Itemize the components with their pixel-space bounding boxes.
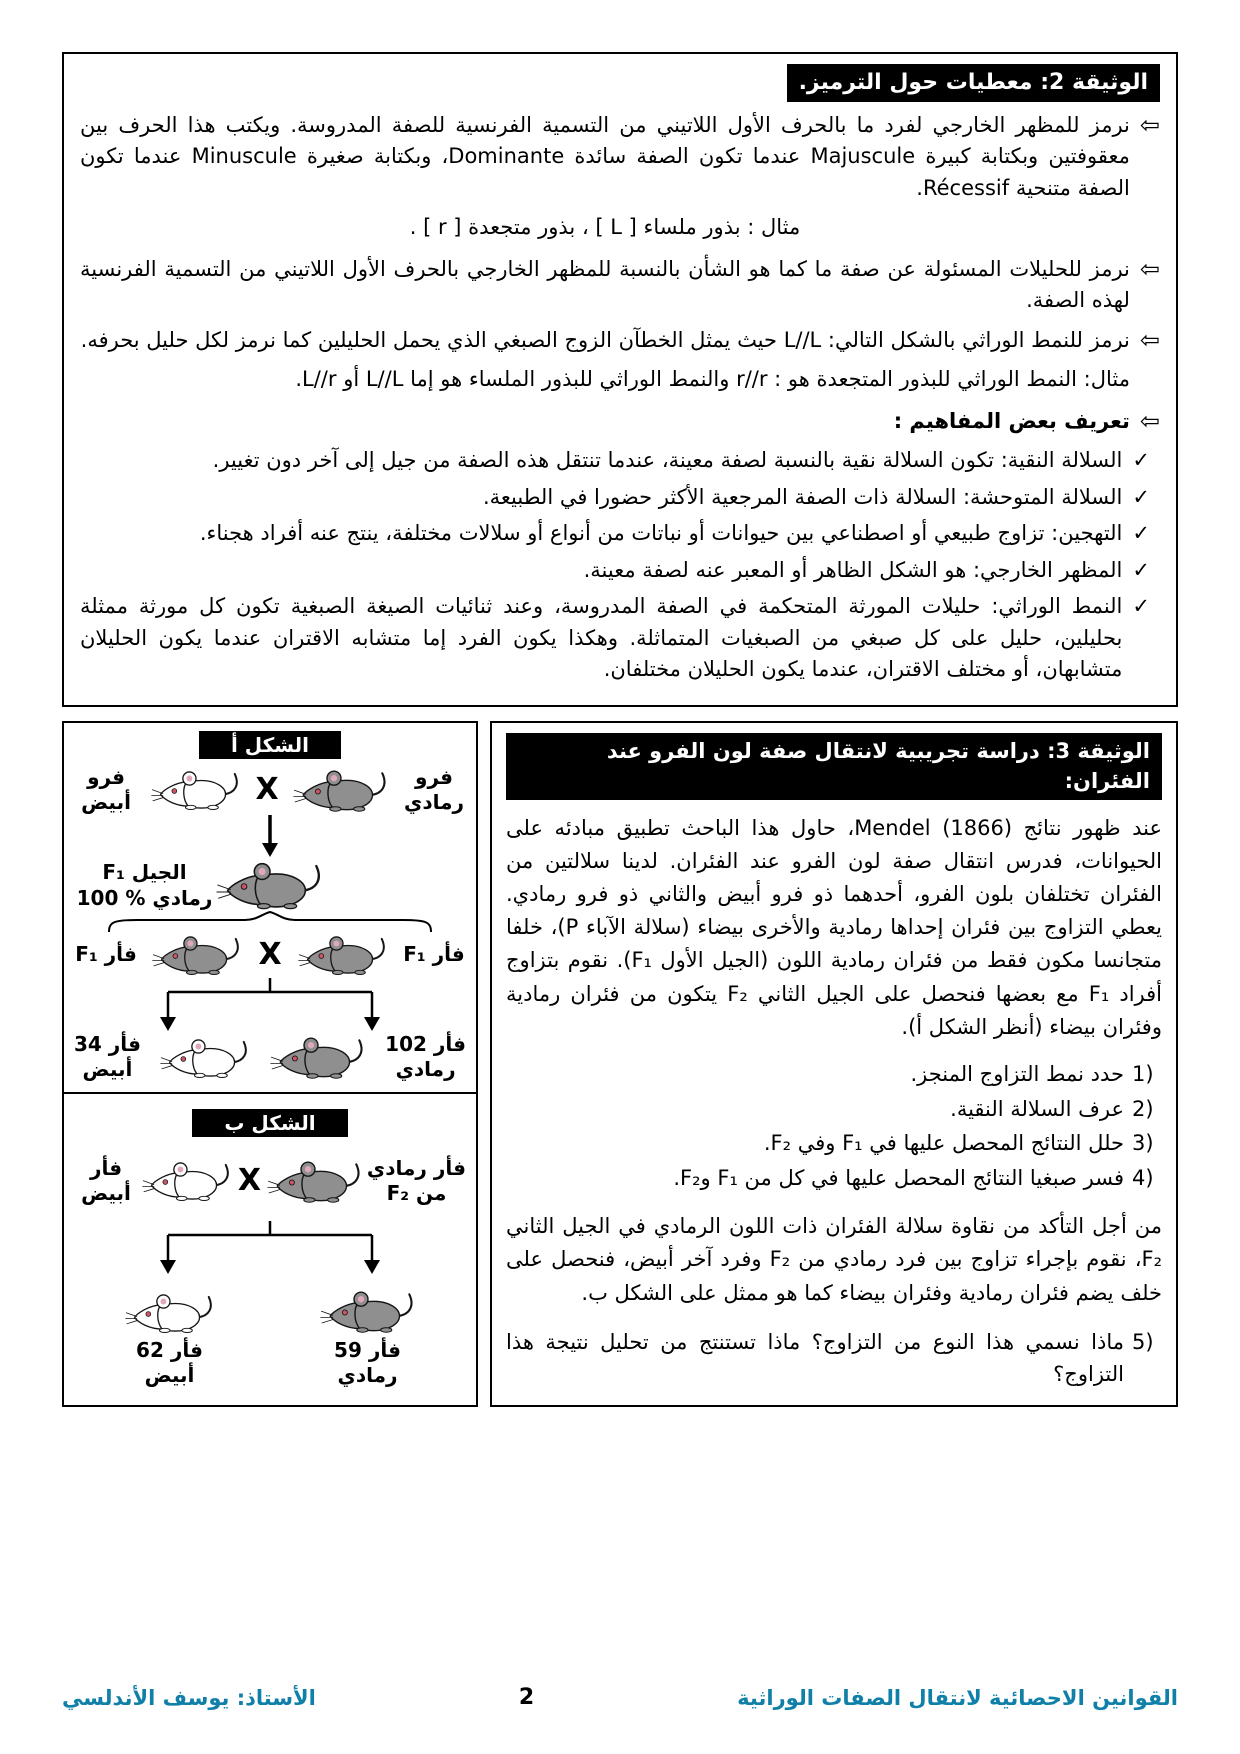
f1-mouse-label: فأر F₁ bbox=[75, 942, 137, 967]
gray-mouse-image bbox=[269, 1034, 367, 1080]
definition-text: المظهر الخارجي: هو الشكل الظاهر أو المعبر عنه لصفة معينة. bbox=[583, 557, 1123, 582]
question-number: 4) bbox=[1132, 1165, 1154, 1190]
white-mouse-image bbox=[141, 1159, 233, 1202]
brace-wrap bbox=[72, 911, 468, 933]
descent-arrows-wrap bbox=[72, 976, 468, 1032]
question-text: فسر صبغيا النتائج المحصل عليها في كل من F₁ وF₂. bbox=[673, 1165, 1124, 1190]
white-mouse-image bbox=[124, 1291, 216, 1334]
definition-text: السلالة النقية: تكون السلالة نقية بالنسبة لصفة معينة، عندما تنتقل هذه الصفة من جيل إلى آخر دون تغيير. bbox=[212, 448, 1123, 473]
gray-mouse-image bbox=[151, 933, 243, 976]
bullet-item bbox=[80, 110, 1160, 205]
figure-a-label-wrap bbox=[72, 731, 468, 759]
question-number: 5) bbox=[1132, 1329, 1154, 1354]
down-arrow-wrap bbox=[72, 815, 468, 857]
f1-label-wrap bbox=[74, 859, 215, 911]
question-number: 2) bbox=[1132, 1096, 1154, 1121]
label-line: 59 فأر bbox=[334, 1338, 401, 1363]
figure-a-parents-row bbox=[72, 765, 468, 815]
check-icon: ✓ bbox=[1132, 484, 1150, 509]
label-line: 102 فأر bbox=[385, 1032, 466, 1057]
figures-column bbox=[62, 721, 478, 1407]
bullet-text: نرمز للنمط الوراثي بالشكل التالي: L//L حيث يمثل الخطآن الزوج الصبغي الذي يحمل الحليلين كما نرمز لكل حليل بحرفه. bbox=[80, 327, 1130, 352]
check-icon: ✓ bbox=[1132, 594, 1150, 619]
figure-b-label: الشكل ب bbox=[192, 1109, 347, 1137]
cross-symbol: X bbox=[258, 936, 282, 972]
document-2-title-wrap bbox=[80, 64, 1160, 102]
figure-b-offspring-row bbox=[72, 1288, 468, 1388]
label-line: الجيل F₁ bbox=[102, 859, 187, 884]
question-row bbox=[506, 1162, 1162, 1195]
document-3-title: الوثيقة 3: دراسة تجريبية لانتقال صفة لون الفرو عند الفئران: bbox=[506, 733, 1162, 800]
question-number: 3) bbox=[1132, 1131, 1154, 1156]
label-line: من F₂ bbox=[386, 1180, 447, 1205]
label-line: رمادي bbox=[395, 1057, 456, 1082]
question-text: ماذا نسمي هذا النوع من التزاوج؟ ماذا تستنتج من تحليل نتيجة هذا التزاوج؟ bbox=[506, 1329, 1124, 1387]
definition-item bbox=[80, 482, 1150, 514]
bullet-item bbox=[80, 254, 1160, 317]
label-line: أبيض bbox=[81, 1180, 131, 1205]
check-icon: ✓ bbox=[1132, 557, 1150, 582]
gray-mouse-image bbox=[266, 1158, 364, 1204]
label-line: رمادي bbox=[404, 789, 464, 814]
check-icon: ✓ bbox=[1132, 448, 1150, 473]
white-offspring-label bbox=[136, 1338, 203, 1388]
gray-parent-label bbox=[367, 1156, 466, 1206]
label-line: فرو bbox=[415, 764, 453, 789]
definition-text: السلالة المتوحشة: السلالة ذات الصفة المرجعية الأكثر حضورا في الطبيعة. bbox=[482, 484, 1123, 509]
document-2-section bbox=[62, 52, 1178, 707]
f1-mouse-label: فأر F₁ bbox=[403, 942, 465, 967]
figure-a-f1-cross-row bbox=[72, 933, 468, 976]
f1-generation-label bbox=[77, 859, 213, 911]
figure-a-offspring-row bbox=[72, 1032, 468, 1082]
document-3-paragraph-2: من أجل التأكد من نقاوة سلالة الفئران ذات اللون الرمادي في الجيل الثاني F₂، نقوم بإجراء تزاوج بين فرد رمادي من F₂ وفرد آخر أبيض، فنحصل على خلف يضم فئران رمادية وفئران بيضاء كما هو ممثل على الشكل ب. bbox=[506, 1214, 1162, 1305]
descent-arrows-icon bbox=[110, 976, 430, 1032]
question-text: عرف السلالة النقية. bbox=[950, 1096, 1124, 1121]
definition-text: النمط الوراثي: حليلات المورثة المتحكمة في الصفة المدروسة، وعند ثنائيات الصيغة الصبغية تكون كل مورثة ممثلة بحليلين، حليل على كل صبغي من الصبغيات المتماثلة. وهكذا يكون الفرد إما متشابه الاقتران عندما يكون الحليلان متشابهان، أو مختلف الاقتران، عندما يكون الحليلان مختلفان. bbox=[80, 594, 1123, 682]
document-3-section bbox=[490, 721, 1178, 1407]
page-footer bbox=[62, 1685, 1178, 1710]
white-parent-label bbox=[74, 765, 138, 815]
lower-section bbox=[62, 721, 1178, 1407]
bullet-item bbox=[80, 325, 1160, 357]
gray-mouse-image bbox=[319, 1288, 417, 1334]
brace-icon bbox=[105, 911, 435, 933]
document-3-intro: عند ظهور نتائج Mendel (1866)، حاول هذا الباحث تطبيق مبادئه على الحيوانات، فدرس انتقال صفة لون الفرو عند الفئران. لدينا سلالتين من الفئران تختلفان بلون الفرو، أحدهما ذو فرو أبيض والثاني ذو فرو رمادي. يعطي التزاوج بين فئران إحداها رمادية والأخرى بيضاء (سلالة الآباء P)، خلفا متجانسا مكون فقط من فئران رمادية اللون (الجيل الأول F₁). نقوم بتزاوج أفراد F₁ مع بعضها فنحصل على الجيل الثاني F₂ يتكون من فئران رمادية وفئران بيضاء (أنظر الشكل أ). bbox=[506, 815, 1163, 1039]
white-parent-label bbox=[74, 1156, 138, 1206]
question-row bbox=[506, 1127, 1162, 1160]
label-line: فرو bbox=[87, 764, 126, 789]
figure-a-f1-row bbox=[72, 859, 468, 911]
question-row bbox=[506, 1326, 1162, 1391]
page-number: 2 bbox=[518, 1685, 535, 1710]
descent-arrows-icon bbox=[110, 1219, 430, 1275]
gray-mouse-image bbox=[292, 767, 390, 813]
white-mouse-image bbox=[150, 768, 242, 811]
label-line: 34 فأر bbox=[74, 1032, 141, 1057]
arrow-bullet-icon: ⇦ bbox=[1139, 325, 1160, 354]
descent-arrows-wrap bbox=[72, 1219, 468, 1275]
question-number: 1) bbox=[1132, 1061, 1154, 1086]
question-row bbox=[506, 1058, 1162, 1091]
questions-list bbox=[506, 1058, 1162, 1194]
label-line: فأر رمادي bbox=[366, 1155, 466, 1180]
down-arrow-icon bbox=[259, 815, 281, 857]
definition-item bbox=[80, 555, 1150, 587]
example-line: مثال : بذور ملساء [ L ] ، بذور متجعدة [ r ] . bbox=[409, 215, 801, 240]
gray-parent-label bbox=[402, 765, 466, 815]
label-line: 100 % رمادي bbox=[76, 885, 213, 910]
question-text: حلل النتائج المحصل عليها في F₁ وفي F₂. bbox=[763, 1131, 1124, 1156]
white-offspring-label bbox=[74, 1032, 141, 1082]
figure-a bbox=[62, 721, 478, 1094]
figure-b bbox=[62, 1094, 478, 1407]
figure-b-label-wrap bbox=[72, 1109, 468, 1137]
footer-course-title: القوانين الاحصائية لانتقال الصفات الوراثية bbox=[737, 1685, 1178, 1710]
cross-symbol: X bbox=[237, 1162, 262, 1198]
label-line: فأر bbox=[89, 1155, 123, 1180]
question-text: حدد نمط التزاوج المنجز. bbox=[910, 1061, 1124, 1086]
gray-offspring-label bbox=[334, 1338, 401, 1388]
label-line: أبيض bbox=[81, 789, 131, 814]
bullet-text: نرمز للحليلات المسئولة عن صفة ما كما هو الشأن بالنسبة للمظهر الخارجي بالحرف الأول اللاتيني من التسمية الفرنسية لهذه الصفة. bbox=[80, 256, 1130, 313]
gray-offspring-group bbox=[319, 1288, 417, 1388]
definition-item bbox=[80, 518, 1150, 550]
figure-a-label: الشكل أ bbox=[199, 731, 341, 759]
definition-item bbox=[80, 445, 1150, 477]
check-icon: ✓ bbox=[1132, 521, 1150, 546]
white-offspring-group bbox=[124, 1291, 216, 1388]
definition-item bbox=[80, 591, 1150, 686]
question-row bbox=[506, 1093, 1162, 1126]
definitions-heading bbox=[80, 406, 1160, 438]
bullet-text: نرمز للمظهر الخارجي لفرد ما بالحرف الأول اللاتيني من التسمية الفرنسية للصفة المدروسة. ويكتب هذا الحرف بين معقوفتين وبكتابة كبيرة Majuscule عندما تكون الصفة سائدة Dominante، وبكتابة صغيرة Minuscule عندما تكون الصفة متنحية Récessif. bbox=[80, 112, 1130, 200]
definition-text: التهجين: تزاوج طبيعي أو اصطناعي بين حيوانات أو نباتات من أنواع أو سلالات مختلفة، ينتج عنه أفراد هجناء. bbox=[199, 521, 1123, 546]
arrow-bullet-icon: ⇦ bbox=[1139, 406, 1160, 435]
document-2-title: الوثيقة 2: معطيات حول الترميز. bbox=[787, 64, 1160, 102]
label-line: أبيض bbox=[144, 1363, 195, 1388]
footer-teacher-name: الأستاذ: يوسف الأندلسي bbox=[62, 1685, 316, 1710]
cross-symbol: X bbox=[255, 771, 279, 807]
label-line: رمادي bbox=[337, 1363, 398, 1388]
label-line: 62 فأر bbox=[136, 1338, 203, 1363]
gray-offspring-label bbox=[385, 1032, 466, 1082]
arrow-bullet-icon: ⇦ bbox=[1139, 110, 1160, 139]
definitions-heading-text: تعريف بعض المفاهيم : bbox=[893, 408, 1130, 433]
figure-b-parents-row bbox=[72, 1156, 468, 1206]
label-line: أبيض bbox=[82, 1057, 133, 1082]
gray-mouse-image bbox=[297, 933, 389, 976]
white-mouse-image bbox=[159, 1036, 251, 1079]
arrow-bullet-icon: ⇦ bbox=[1139, 254, 1160, 283]
example-line: مثال: النمط الوراثي للبذور المتجعدة هو : r//r والنمط الوراثي للبذور الملساء هو إما L//L أو L//r. bbox=[295, 367, 1130, 392]
gray-mouse-image bbox=[215, 859, 325, 911]
